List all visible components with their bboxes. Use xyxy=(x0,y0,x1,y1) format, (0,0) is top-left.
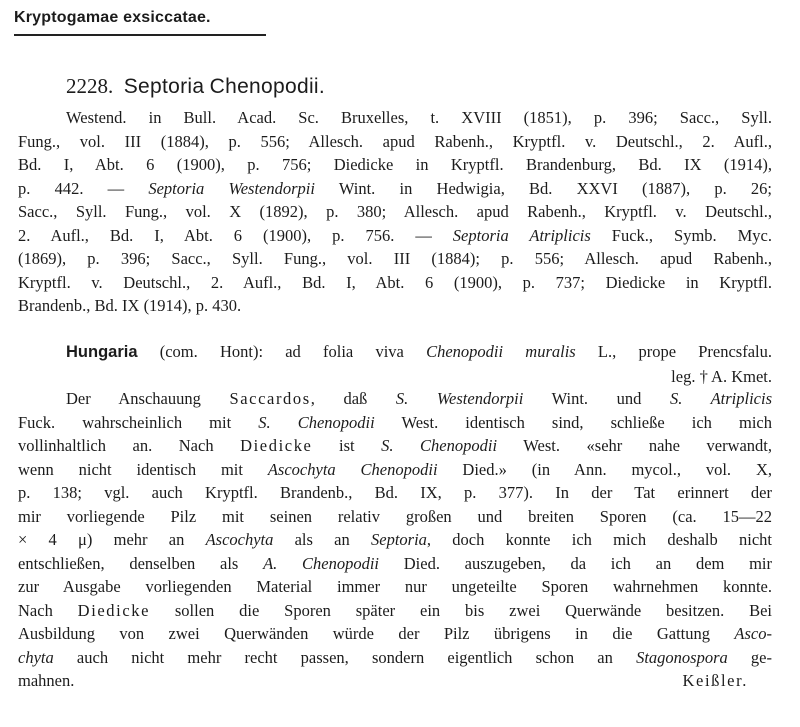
discussion-block xyxy=(18,387,772,693)
discussion-line: entschließen, denselben als A. Chenopodii Died. auszugeben, da ich an dem mir xyxy=(18,553,773,573)
discussion-line: Ausbildung von zwei Querwänden würde der Pilz übrigens in die Gattung Asco- xyxy=(18,624,772,643)
entry-title xyxy=(66,73,325,100)
host-name: Chenopodii muralis xyxy=(426,342,576,361)
entry-number: 2228. xyxy=(66,74,114,98)
discussion-line: wenn nicht identisch mit Ascochyta Chenopodii Died.» (in Ann. mycol., vol. X, xyxy=(18,459,772,479)
references-block xyxy=(18,106,772,318)
ref-line: Sacc., Syll. Fung., vol. X (1892), p. 380; Allesch. apud Rabenh., Kryptfl. v. Deutschl., xyxy=(18,202,772,221)
discussion-line: × 4 μ) mehr an Ascochyta als an Septoria, doch konnte ich mich deshalb nicht xyxy=(18,530,772,549)
discussion-line: Der Anschauung Saccardos, daß S. Westendorpii Wint. und S. Atriplicis xyxy=(66,389,773,408)
entry-species: Chenopodii. xyxy=(209,75,326,98)
ref-line: p. 442. — Septoria Westendorpii Wint. in Hedwigia, Bd. XXVI (1887), p. 26; xyxy=(18,178,773,198)
ref-line: (1869), p. 396; Sacc., Syll. Fung., vol. III (1884); p. 556; Allesch. apud Rabenh., xyxy=(18,249,772,268)
locality-line: Hungaria (com. Hont): ad folia viva Chenopodii muralis L., prope Prencsfalu. xyxy=(66,342,772,361)
discussion-line: Fuck. wahrscheinlich mit S. Chenopodii West. identisch sind, schließe ich mich xyxy=(18,412,772,432)
ref-line: Westend. in Bull. Acad. Sc. Bruxelles, t. XVIII (1851), p. 396; Sacc., Syll. xyxy=(66,108,772,127)
entry-genus: Septoria xyxy=(123,75,205,98)
collector-line: leg. † A. Kmet. xyxy=(671,366,772,386)
ref-line: Kryptfl. v. Deutschl., 2. Aufl., Bd. I, Abt. 6 (1900), p. 737; Diedicke in Kryptfl. xyxy=(18,272,772,292)
ref-line: Bd. I, Abt. 6 (1900), p. 756; Diedicke in Kryptfl. Brandenburg, Bd. IX (1914), xyxy=(18,155,772,174)
locality-block xyxy=(18,340,772,388)
ref-line: Fung., vol. III (1884), p. 556; Allesch. apud Rabenh., Kryptfl. v. Deutschl., 2. Aufl., xyxy=(18,131,772,151)
discussion-line: chyta auch nicht mehr recht passen, sondern eigentlich schon an Stagonospora ge- xyxy=(18,647,773,667)
discussion-line: Nach Diedicke sollen die Sporen später ein bis zwei Querwände besitzen. Bei xyxy=(18,600,772,620)
page-header: Kryptogamae exsiccatae. xyxy=(14,8,266,36)
discussion-line: zur Ausgabe vorliegenden Material immer nur ungeteilte Sporen wahrnehmen konnte. xyxy=(18,577,772,596)
discussion-line-last: mahnen. Keißler. xyxy=(18,669,772,693)
ref-line: Brandenb., Bd. IX (1914), p. 430. xyxy=(18,296,242,315)
discussion-line: mir vorliegende Pilz mit seinen relativ großen und breiten Sporen (ca. 15—22 xyxy=(18,506,772,526)
discussion-line: p. 138; vgl. auch Kryptfl. Brandenb., Bd. IX, p. 377). In der Tat erinnert der xyxy=(18,483,772,502)
discussion-line: vollinhaltlich an. Nach Diedicke ist S. Chenopodii West. «sehr nahe verwandt, xyxy=(18,436,773,455)
region-name: Hungaria xyxy=(66,343,138,361)
signature: Keißler. xyxy=(682,671,748,690)
ref-line: 2. Aufl., Bd. I, Abt. 6 (1900), p. 756. — Septoria Atriplicis Fuck., Symb. Myc. xyxy=(18,225,772,245)
